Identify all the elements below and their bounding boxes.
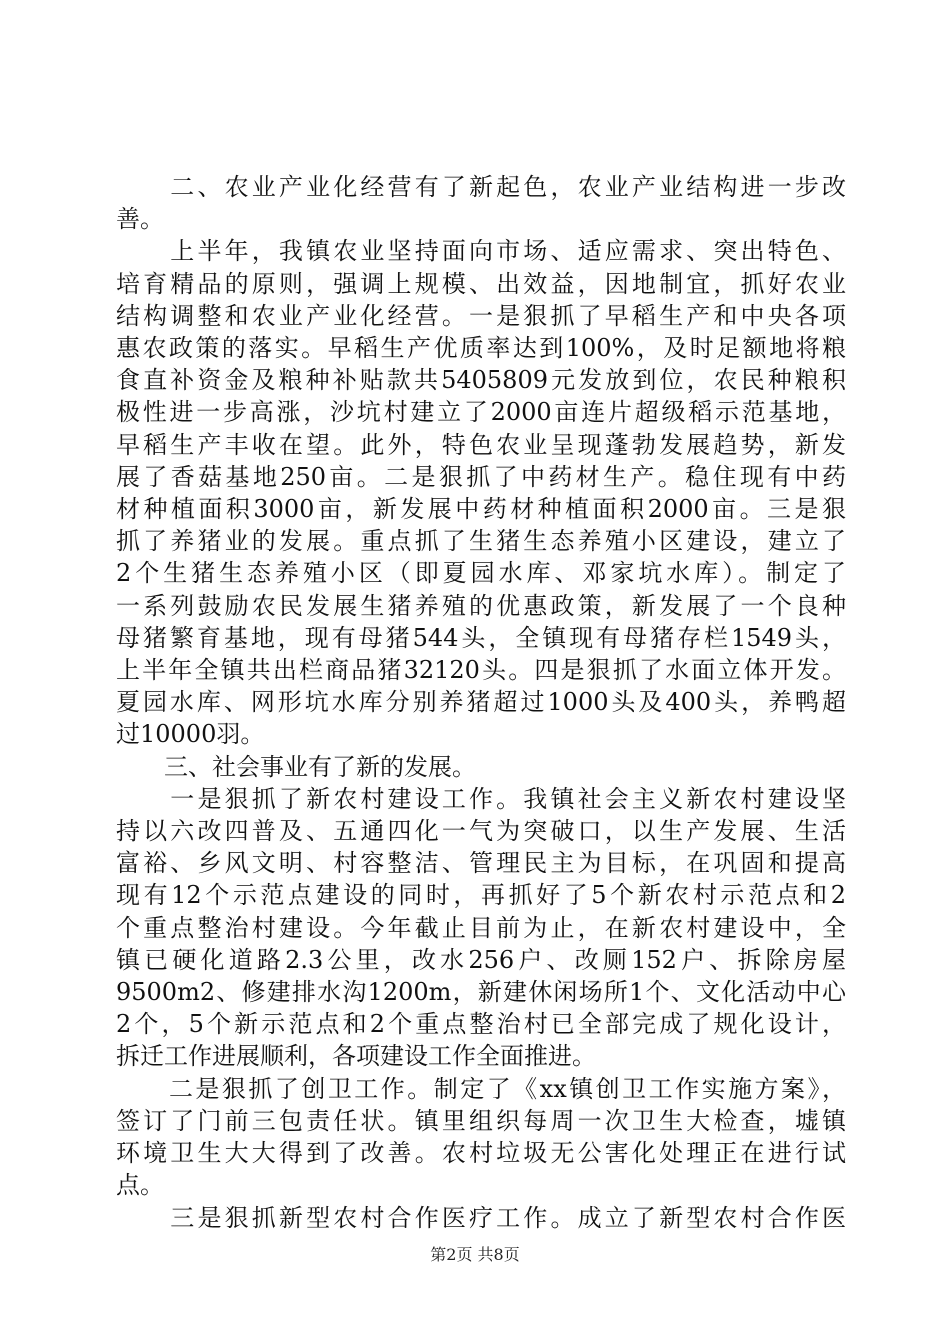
text-line: 结构调整和农业产业化经营。一是狠抓了早稻生产和中央各项 xyxy=(116,301,846,330)
text-line: 食直补资金及粮种补贴款共5405809元发放到位，农民种粮积 xyxy=(116,366,846,395)
text-line: 2个，5个新示范点和2个重点整治村已全部完成了规化设计， xyxy=(116,1010,846,1039)
text-line: 镇已硬化道路2.3公里，改水256户、改厕152户、拆除房屋 xyxy=(116,945,846,974)
text-line: 一系列鼓励农民发展生猪养殖的优惠政策，新发展了一个良种 xyxy=(116,591,846,620)
text-line: 2个生猪生态养殖小区（即夏园水库、邓家坑水库）。制定了 xyxy=(116,559,846,588)
text-line: 签订了门前三包责任状。镇里组织每周一次卫生大检查，墟镇 xyxy=(116,1106,846,1135)
text-line: 极性进一步高涨，沙坑村建立了2000亩连片超级稻示范基地， xyxy=(116,398,846,427)
text-line: 过10000羽。 xyxy=(116,720,265,749)
text-line: 现有12个示范点建设的同时，再抓好了5个新农村示范点和2 xyxy=(116,881,846,910)
text-line: 母猪繁育基地，现有母猪544头，全镇现有母猪存栏1549头， xyxy=(116,623,846,652)
text-line: 一是狠抓了新农村建设工作。我镇社会主义新农村建设坚 xyxy=(116,784,846,813)
text-line: 上半年全镇共出栏商品猪32120头。四是狠抓了水面立体开发。 xyxy=(116,656,846,685)
text-line: 二、农业产业化经营有了新起色，农业产业结构进一步改 xyxy=(116,173,846,201)
text-line: 二是狠抓了创卫工作。制定了《xx镇创卫工作实施方案》， xyxy=(116,1074,846,1103)
text-line: 三是狠抓新型农村合作医疗工作。成立了新型农村合作医 xyxy=(116,1203,846,1232)
text-line: 个重点整治村建设。今年截止目前为止，在新农村建设中，全 xyxy=(116,913,846,942)
text-line: 上半年，我镇农业坚持面向市场、适应需求、突出特色、 xyxy=(116,237,846,266)
text-line: 早稻生产丰收在望。此外，特色农业呈现蓬勃发展趋势，新发 xyxy=(116,430,846,459)
text-line: 善。 xyxy=(116,205,164,234)
text-line: 9500m2、修建排水沟1200m，新建休闲场所1个、文化活动中心 xyxy=(116,978,846,1007)
text-line: 三、社会事业有了新的发展。 xyxy=(116,752,476,781)
page-footer: 第2页 共8页 xyxy=(430,1245,520,1264)
text-line: 持以六改四普及、五通四化一气为突破口，以生产发展、生活 xyxy=(116,817,846,846)
text-line: 点。 xyxy=(116,1171,164,1200)
text-line: 材种植面积3000亩，新发展中药材种植面积2000亩。三是狠 xyxy=(116,495,846,524)
text-line: 环境卫生大大得到了改善。农村垃圾无公害化处理正在进行试 xyxy=(116,1139,846,1168)
text-line: 抓了养猪业的发展。重点抓了生猪生态养殖小区建设，建立了 xyxy=(116,527,846,556)
text-line: 富裕、乡风文明、村容整洁、管理民主为目标，在巩固和提高 xyxy=(116,849,846,878)
text-line: 拆迁工作进展顺利，各项建设工作全面推进。 xyxy=(116,1042,596,1071)
text-line: 展了香菇基地250亩。二是狠抓了中药材生产。稳住现有中药 xyxy=(116,462,846,491)
text-line: 夏园水库、网形坑水库分别养猪超过1000头及400头，养鸭超 xyxy=(116,688,846,717)
text-line: 培育精品的原则，强调上规模、出效益，因地制宜，抓好农业 xyxy=(116,269,846,298)
text-line: 惠农政策的落实。早稻生产优质率达到100%，及时足额地将粮 xyxy=(116,334,846,363)
document-body xyxy=(116,171,846,1234)
